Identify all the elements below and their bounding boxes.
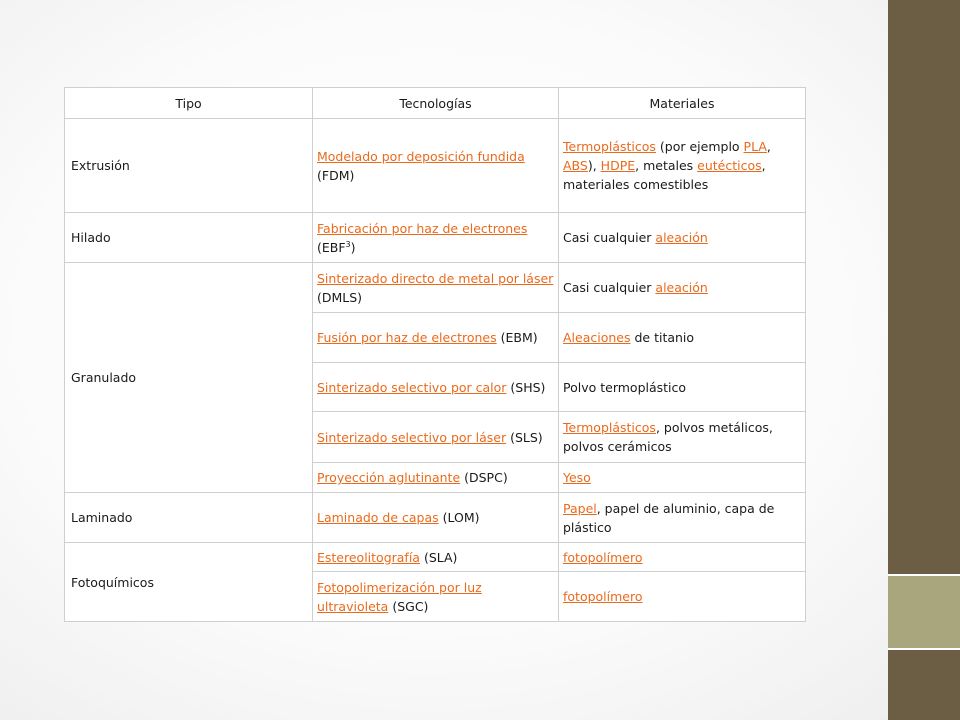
text: ),	[587, 158, 601, 173]
table-row	[65, 119, 806, 213]
table-row	[65, 263, 806, 313]
table-row	[65, 543, 806, 572]
tec-abbrev: (LOM)	[438, 510, 480, 525]
table-row	[65, 493, 806, 543]
cell-materiales	[559, 263, 806, 313]
cell-tipo-extrusion: Extrusión	[65, 119, 313, 213]
cell-materiales: Polvo termoplástico	[559, 363, 806, 412]
text: )	[350, 239, 356, 255]
tec-abbrev: (SHS)	[506, 379, 546, 395]
link-abs[interactable]: ABS	[563, 158, 588, 173]
link-eutecticos[interactable]: eutécticos	[697, 158, 762, 173]
table-header-row	[65, 88, 806, 119]
cell-tecnologia	[313, 313, 559, 363]
header-materiales: Materiales	[559, 88, 806, 119]
cell-tipo-fotoquimicos: Fotoquímicos	[65, 543, 313, 622]
link-ebm[interactable]: Fusión por haz de electrones	[317, 330, 497, 345]
cell-tipo-hilado: Hilado	[65, 213, 313, 263]
link-papel[interactable]: Papel	[563, 500, 597, 516]
tec-abbrev: (SLS)	[506, 429, 543, 445]
cell-materiales	[559, 213, 806, 263]
link-lom[interactable]: Laminado de capas	[317, 510, 439, 525]
cell-tecnologia	[313, 263, 559, 313]
link-aleacion[interactable]: aleación	[655, 230, 708, 245]
cell-tecnologia	[313, 493, 559, 543]
tec-abbrev: (EBF	[317, 239, 346, 255]
cell-tecnologia	[313, 543, 559, 572]
text: ,	[766, 139, 771, 154]
cell-tecnologia	[313, 213, 559, 263]
cell-tecnologia	[313, 412, 559, 463]
cell-materiales	[559, 572, 806, 622]
header-tipo: Tipo	[65, 88, 313, 119]
link-sls[interactable]: Sinterizado selectivo por láser	[317, 429, 507, 445]
text: Casi cualquier	[563, 280, 656, 295]
cell-materiales	[559, 412, 806, 463]
cell-tecnologia	[313, 363, 559, 412]
link-dmls[interactable]: Sinterizado directo de metal por láser	[317, 270, 554, 286]
link-hdpe[interactable]: HDPE	[600, 158, 636, 173]
cell-tecnologia	[313, 119, 559, 213]
text: , materiales comestibles	[563, 158, 766, 192]
link-ebf[interactable]: Fabricación por haz de electrones	[317, 220, 528, 236]
link-sla[interactable]: Estereolitografía	[317, 549, 420, 565]
link-fotopolimero[interactable]: fotopolímero	[563, 549, 643, 565]
cell-tecnologia	[313, 572, 559, 622]
side-divider	[888, 648, 960, 650]
tec-abbrev: (EBM)	[496, 330, 538, 345]
link-sgc[interactable]: Fotopolimerización por luz ultravioleta	[317, 579, 482, 614]
link-fdm[interactable]: Modelado por deposición fundida	[317, 148, 525, 164]
cell-materiales	[559, 493, 806, 543]
superscript: 3	[345, 239, 351, 249]
cell-tipo-laminado: Laminado	[65, 493, 313, 543]
technologies-table	[64, 87, 806, 622]
link-fotopolimero[interactable]: fotopolímero	[563, 589, 643, 604]
side-decoration-bar	[888, 0, 960, 720]
text: (por ejemplo	[655, 139, 744, 154]
cell-materiales	[559, 119, 806, 213]
cell-tecnologia	[313, 463, 559, 493]
link-aleacion[interactable]: aleación	[655, 280, 708, 295]
tec-abbrev: (SLA)	[419, 549, 458, 565]
text: de titanio	[630, 330, 695, 345]
tec-abbrev: (SGC)	[388, 598, 429, 614]
link-dspc[interactable]: Proyección aglutinante	[317, 470, 461, 485]
text: , papel de aluminio, capa de plástico	[563, 500, 775, 535]
side-accent-block	[888, 576, 960, 648]
cell-materiales	[559, 313, 806, 363]
text: , polvos metálicos, polvos cerámicos	[563, 420, 773, 454]
cell-materiales	[559, 463, 806, 493]
link-yeso[interactable]: Yeso	[563, 470, 591, 485]
tec-abbrev: (DMLS)	[317, 289, 363, 305]
link-aleaciones[interactable]: Aleaciones	[563, 330, 631, 345]
tec-abbrev: (FDM)	[317, 167, 355, 183]
link-shs[interactable]: Sinterizado selectivo por calor	[317, 379, 507, 395]
link-pla[interactable]: PLA	[743, 139, 767, 154]
header-tecnologias: Tecnologías	[313, 88, 559, 119]
cell-tipo-granulado: Granulado	[65, 263, 313, 493]
tec-abbrev: (DSPC)	[460, 470, 508, 485]
link-termoplasticos[interactable]: Termoplásticos	[563, 139, 656, 154]
text: Casi cualquier	[563, 230, 656, 245]
cell-materiales	[559, 543, 806, 572]
link-termoplasticos[interactable]: Termoplásticos	[563, 420, 656, 435]
table-row	[65, 213, 806, 263]
text: , metales	[635, 158, 698, 173]
